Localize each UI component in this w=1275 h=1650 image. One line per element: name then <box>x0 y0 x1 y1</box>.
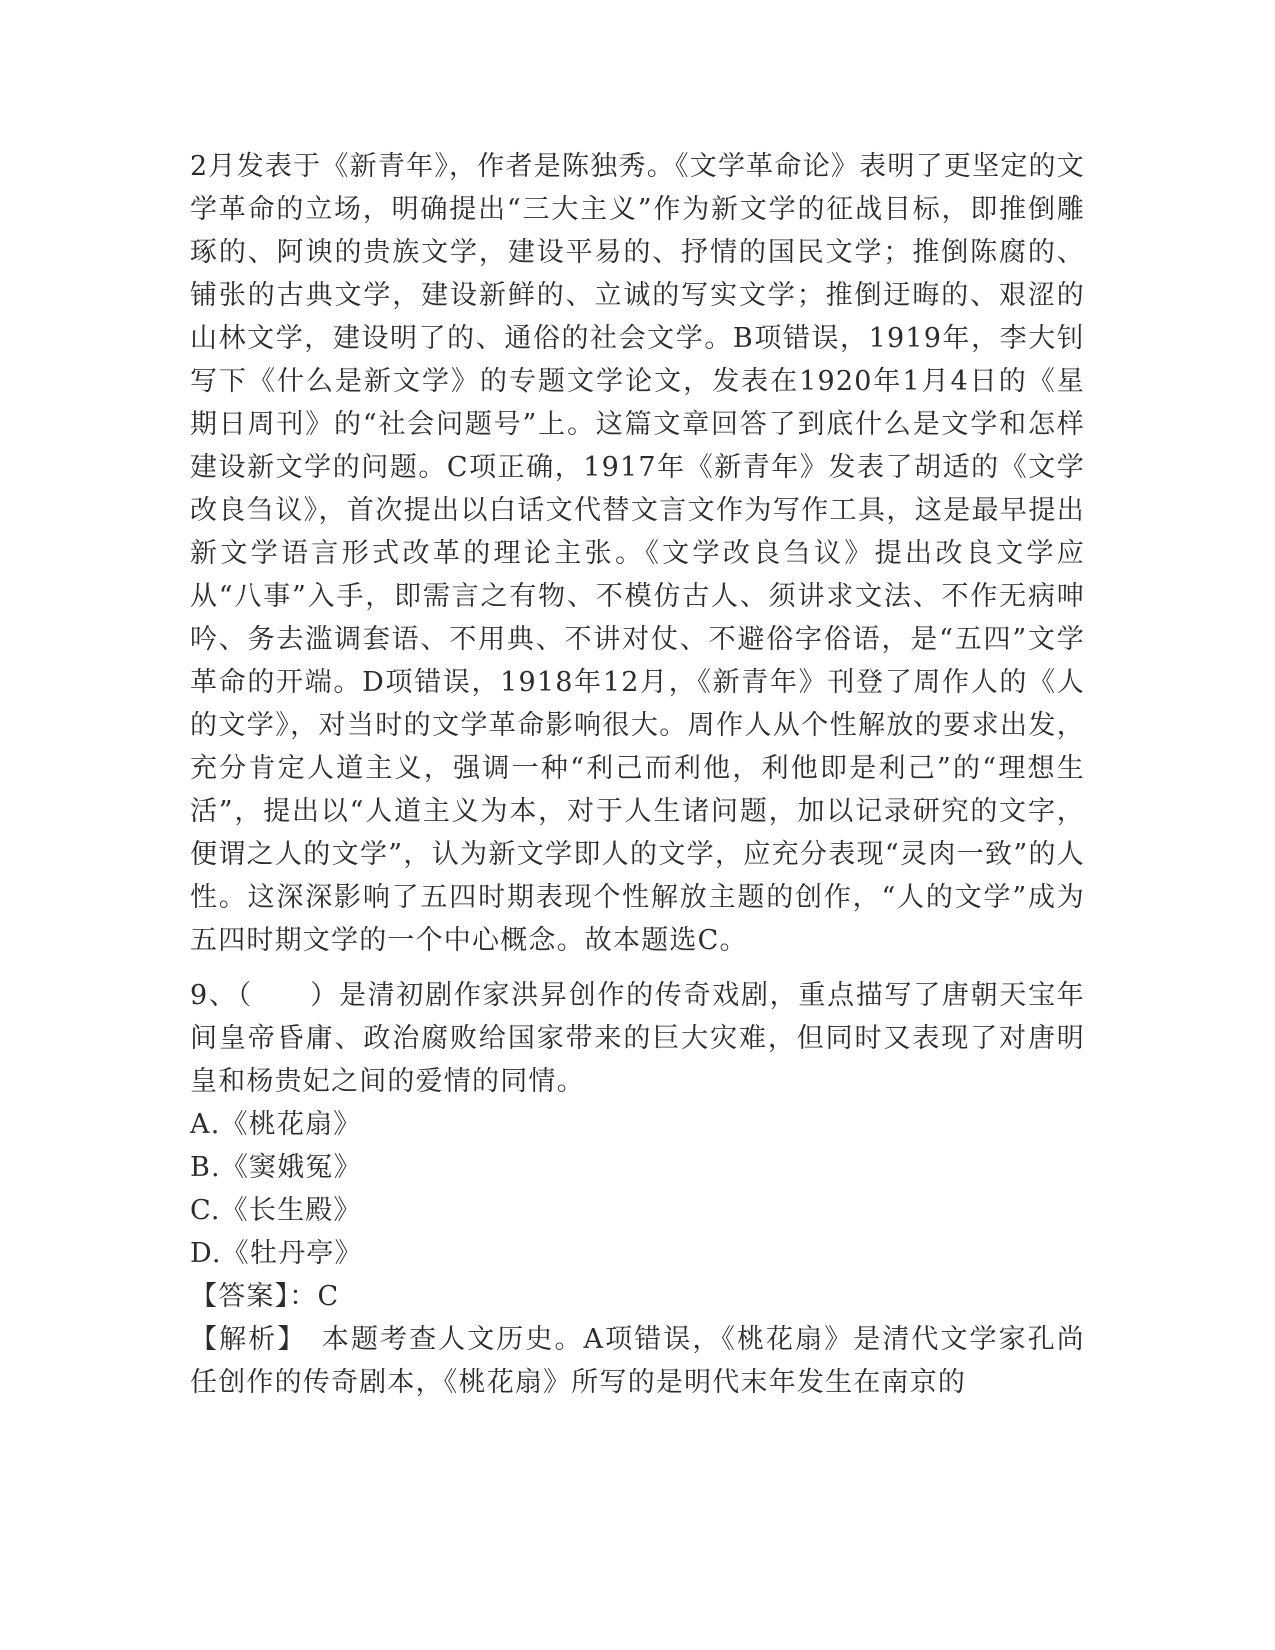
question-blank: （ ） <box>237 980 339 1011</box>
question-number: 9、 <box>190 980 238 1011</box>
answer-label: 【答案】： <box>190 1281 318 1312</box>
answer-value: C <box>317 1281 340 1312</box>
answer-options <box>190 1103 1085 1275</box>
analysis-paragraph <box>190 1318 1085 1404</box>
option-a: A.《桃花扇》 <box>190 1109 362 1140</box>
question-9-stem <box>190 974 1085 1103</box>
analysis-label: 【解析】 <box>190 1324 293 1355</box>
previous-explanation-paragraph: 2月发表于《新青年》，作者是陈独秀。《文学革命论》表明了更坚定的文学革命的立场，明确提出“三大主义”作为新文学的征战目标，即推倒雕琢的、阿谀的贵族文学，建设平易的、抒情的国民文学；推倒陈腐的、铺张的古典文学，建设新鲜的、立诚的写实文学；推倒迂晦的、艰涩的山林文学，建设明了的、通俗的社会文学。B项错误，1919年，李大钊写下《什么是新文学》的专题文学论文，发表在1920年1月4日的《星期日周刊》的“社会问题号”上。这篇文章回答了到底什么是文学和怎样建设新文学的问题。C项正确，1917年《新青年》发表了胡适的《文学改良刍议》，首次提出以白话文代替文言文作为写作工具，这是最早提出新文学语言形式改革的理论主张。《文学改良刍议》提出改良文学应从“八事”入手，即需言之有物、不模仿古人、须讲求文法、不作无病呻吟、务去滥调套语、不用典、不讲对仗、不避俗字俗语，是“五四”文学革命的开端。D项错误，1918年12月，《新青年》刊登了周作人的《人的文学》，对当时的文学革命影响很大。周作人从个性解放的要求出发，充分肯定人道主义，强调一种“利己而利他，利他即是利己”的“理想生活”，提出以“人道主义为本，对于人生诸问题，加以记录研究的文字，便谓之人的文学”，认为新文学即人的文学，应充分表现“灵肉一致”的人性。这深深影响了五四时期表现个性解放主题的创作，“人的文学”成为五四时期文学的一个中心概念。故本题选C。 <box>190 151 1085 956</box>
paragraph-gap <box>190 962 1085 974</box>
question-text: 是清初剧作家洪昇创作的传奇戏剧，重点描写了唐朝天宝年间皇帝昏庸、政治腐败给国家带来的巨大灾难，但同时又表现了对唐明皇和杨贵妃之间的爱情的同情。 <box>190 980 1085 1097</box>
option-b: B.《窦娥冤》 <box>190 1152 362 1183</box>
page-content <box>190 145 1085 1404</box>
option-c: C.《长生殿》 <box>190 1195 362 1226</box>
answer-line <box>190 1275 1085 1318</box>
option-d: D.《牡丹亭》 <box>190 1238 363 1269</box>
analysis-text: 本题考查人文历史。A项错误，《桃花扇》是清代文学家孔尚任创作的传奇剧本，《桃花扇》所写的是明代末年发生在南京的 <box>190 1324 1085 1398</box>
